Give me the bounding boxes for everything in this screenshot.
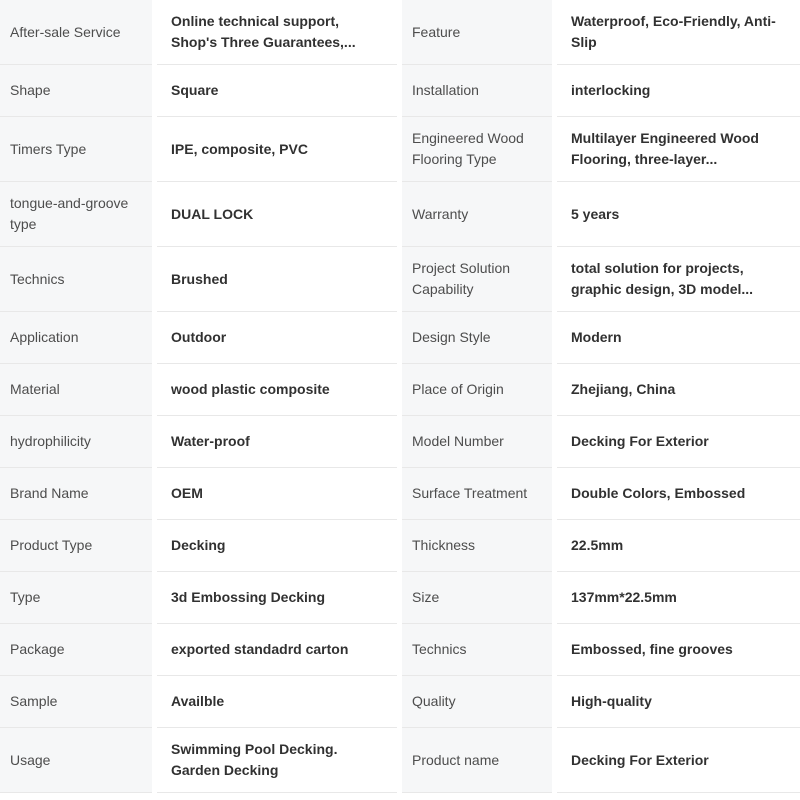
spec-value: OEM	[157, 468, 397, 520]
spec-label: Application	[0, 312, 152, 364]
spec-label: Warranty	[402, 182, 552, 247]
spec-label: Engineered Wood Flooring Type	[402, 117, 552, 182]
spec-label: Technics	[0, 247, 152, 312]
spec-value: wood plastic composite	[157, 364, 397, 416]
spec-label: Installation	[402, 65, 552, 117]
spec-value: Outdoor	[157, 312, 397, 364]
spec-label: Quality	[402, 676, 552, 728]
spec-value: 22.5mm	[557, 520, 800, 572]
spec-label: Technics	[402, 624, 552, 676]
spec-label: Timers Type	[0, 117, 152, 182]
spec-label: Size	[402, 572, 552, 624]
spec-label: Brand Name	[0, 468, 152, 520]
spec-label: Material	[0, 364, 152, 416]
spec-label: Design Style	[402, 312, 552, 364]
spec-value: Availble	[157, 676, 397, 728]
spec-value: Zhejiang, China	[557, 364, 800, 416]
spec-value: Water-proof	[157, 416, 397, 468]
spec-label: After-sale Service	[0, 0, 152, 65]
spec-value: Modern	[557, 312, 800, 364]
spec-value: Multilayer Engineered Wood Flooring, three-layer...	[557, 117, 800, 182]
spec-value: Decking For Exterior	[557, 728, 800, 793]
spec-value: Decking For Exterior	[557, 416, 800, 468]
spec-value: 5 years	[557, 182, 800, 247]
spec-value: Swimming Pool Decking. Garden Decking	[157, 728, 397, 793]
spec-label: Thickness	[402, 520, 552, 572]
spec-value: Decking	[157, 520, 397, 572]
spec-label: Place of Origin	[402, 364, 552, 416]
spec-label: Project Solution Capability	[402, 247, 552, 312]
spec-value: interlocking	[557, 65, 800, 117]
spec-label: tongue-and-groove type	[0, 182, 152, 247]
spec-label: Package	[0, 624, 152, 676]
spec-value: Embossed, fine grooves	[557, 624, 800, 676]
spec-label: Feature	[402, 0, 552, 65]
spec-value: 137mm*22.5mm	[557, 572, 800, 624]
spec-value: DUAL LOCK	[157, 182, 397, 247]
spec-label: Sample	[0, 676, 152, 728]
spec-label: Type	[0, 572, 152, 624]
spec-label: Model Number	[402, 416, 552, 468]
spec-value: 3d Embossing Decking	[157, 572, 397, 624]
spec-value: Double Colors, Embossed	[557, 468, 800, 520]
spec-label: Product name	[402, 728, 552, 793]
spec-label: Shape	[0, 65, 152, 117]
spec-label: Product Type	[0, 520, 152, 572]
spec-value: Waterproof, Eco-Friendly, Anti-Slip	[557, 0, 800, 65]
spec-value: total solution for projects, graphic design, 3D model...	[557, 247, 800, 312]
spec-value: exported standadrd carton	[157, 624, 397, 676]
spec-label: hydrophilicity	[0, 416, 152, 468]
spec-value: Square	[157, 65, 397, 117]
spec-value: IPE, composite, PVC	[157, 117, 397, 182]
spec-value: Brushed	[157, 247, 397, 312]
spec-label: Usage	[0, 728, 152, 793]
spec-label: Surface Treatment	[402, 468, 552, 520]
spec-value: Online technical support, Shop's Three Guarantees,...	[157, 0, 397, 65]
spec-value: High-quality	[557, 676, 800, 728]
